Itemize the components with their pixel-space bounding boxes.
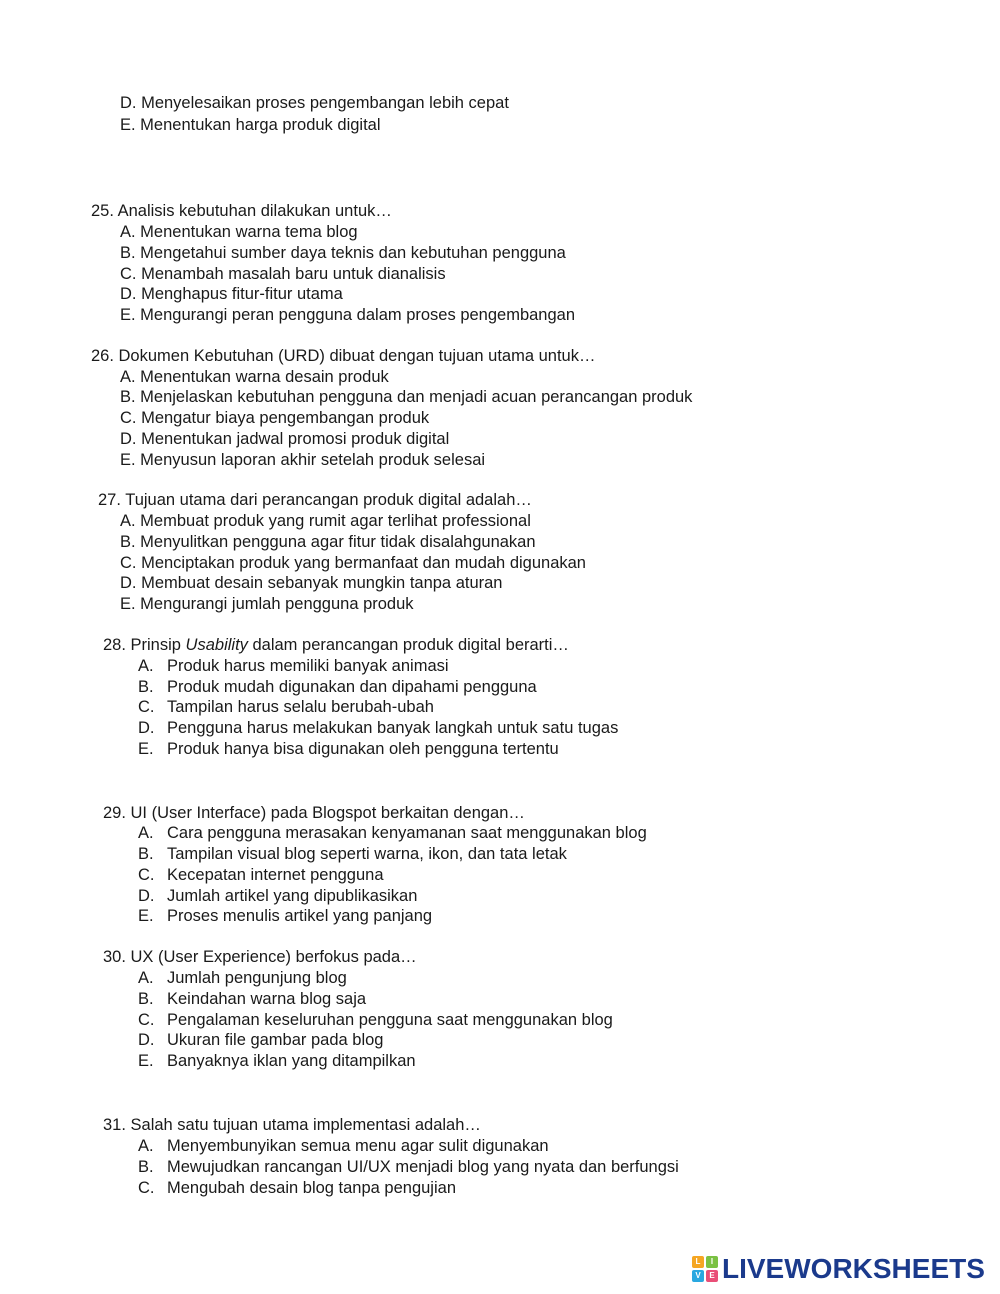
option-label: D. (138, 1031, 155, 1049)
question-26: 26. Dokumen Kebutuhan (URD) dibuat dengan tujuan utama untuk… (91, 347, 596, 365)
logo-grid-cell: E (706, 1270, 718, 1282)
logo-grid-icon (692, 1256, 718, 1282)
option-line: C. Mengatur biaya pengembangan produk (120, 409, 430, 427)
option-text: Produk harus memiliki banyak animasi (167, 657, 449, 675)
question-30: 30. UX (User Experience) berfokus pada… (103, 948, 417, 966)
option-text: Keindahan warna blog saja (167, 990, 367, 1008)
option-label: E. (138, 907, 154, 925)
logo-grid-cell: L (692, 1256, 704, 1268)
option-line: B. Menjelaskan kebutuhan pengguna dan menjadi acuan perancangan produk (120, 388, 693, 406)
option-label: D. (138, 719, 155, 737)
option-label: B. (138, 845, 154, 863)
option-line: E. Menyusun laporan akhir setelah produk selesai (120, 451, 486, 469)
option-text: Kecepatan internet pengguna (167, 866, 384, 884)
question-29: 29. UI (User Interface) pada Blogspot berkaitan dengan… (103, 804, 525, 822)
question-28-post: dalam perancangan produk digital berarti… (247, 636, 569, 654)
liveworksheets-logo (692, 1253, 985, 1285)
option-text: Tampilan visual blog seperti warna, ikon, dan tata letak (167, 845, 567, 863)
question-27: 27. Tujuan utama dari perancangan produk digital adalah… (98, 491, 532, 509)
logo-grid-cell: V (692, 1270, 704, 1282)
option-label: C. (138, 866, 155, 884)
option-label: A. (138, 657, 154, 675)
option-label: C. (138, 1011, 155, 1029)
logo-text: LIVEWORKSHEETS (722, 1253, 985, 1284)
option-line: B. Menyulitkan pengguna agar fitur tidak disalahgunakan (120, 533, 536, 551)
option-text: Cara pengguna merasakan kenyamanan saat menggunakan blog (167, 824, 647, 842)
option-line: D. Menghapus fitur-fitur utama (120, 285, 343, 303)
option-line: A. Membuat produk yang rumit agar terlihat professional (120, 512, 531, 530)
option-label: D. (138, 887, 155, 905)
option-label: B. (138, 990, 154, 1008)
option-text: Produk mudah digunakan dan dipahami pengguna (167, 678, 537, 696)
option-line: A. Menentukan warna desain produk (120, 368, 389, 386)
option-line: D. Menentukan jadwal promosi produk digital (120, 430, 450, 448)
option-label: A. (138, 969, 154, 987)
option-label: E. (138, 1052, 154, 1070)
option-label: C. (138, 1179, 155, 1197)
option-line: E. Menentukan harga produk digital (120, 116, 381, 134)
question-25: 25. Analisis kebutuhan dilakukan untuk… (91, 202, 392, 220)
question-28 (103, 635, 569, 655)
option-line: A. Menentukan warna tema blog (120, 223, 358, 241)
option-label: B. (138, 678, 154, 696)
option-text: Jumlah pengunjung blog (167, 969, 347, 987)
option-text: Mengubah desain blog tanpa pengujian (167, 1179, 456, 1197)
option-text: Banyaknya iklan yang ditampilkan (167, 1052, 416, 1070)
option-text: Pengguna harus melakukan banyak langkah untuk satu tugas (167, 719, 619, 737)
option-line: E. Mengurangi peran pengguna dalam proses pengembangan (120, 306, 575, 324)
question-28-pre: 28. Prinsip (103, 636, 186, 654)
option-line: C. Menciptakan produk yang bermanfaat dan mudah digunakan (120, 554, 586, 572)
option-text: Tampilan harus selalu berubah-ubah (167, 698, 434, 716)
option-text: Pengalaman keseluruhan pengguna saat menggunakan blog (167, 1011, 613, 1029)
option-line: D. Menyelesaikan proses pengembangan lebih cepat (120, 94, 509, 112)
option-text: Jumlah artikel yang dipublikasikan (167, 887, 418, 905)
question-31: 31. Salah satu tujuan utama implementasi adalah… (103, 1116, 481, 1134)
option-text: Menyembunyikan semua menu agar sulit digunakan (167, 1137, 549, 1155)
option-text: Mewujudkan rancangan UI/UX menjadi blog yang nyata dan berfungsi (167, 1158, 679, 1176)
option-text: Proses menulis artikel yang panjang (167, 907, 433, 925)
option-label: C. (138, 698, 155, 716)
option-text: Ukuran file gambar pada blog (167, 1031, 384, 1049)
option-line: B. Mengetahui sumber daya teknis dan kebutuhan pengguna (120, 244, 566, 262)
option-label: E. (138, 740, 154, 758)
option-line: D. Membuat desain sebanyak mungkin tanpa aturan (120, 574, 503, 592)
option-label: A. (138, 824, 154, 842)
option-label: B. (138, 1158, 154, 1176)
question-28-em: Usability (185, 636, 248, 654)
option-label: A. (138, 1137, 154, 1155)
option-line: C. Menambah masalah baru untuk dianalisis (120, 265, 446, 283)
logo-grid-cell: I (706, 1256, 718, 1268)
option-line: E. Mengurangi jumlah pengguna produk (120, 595, 414, 613)
option-text: Produk hanya bisa digunakan oleh pengguna tertentu (167, 740, 559, 758)
